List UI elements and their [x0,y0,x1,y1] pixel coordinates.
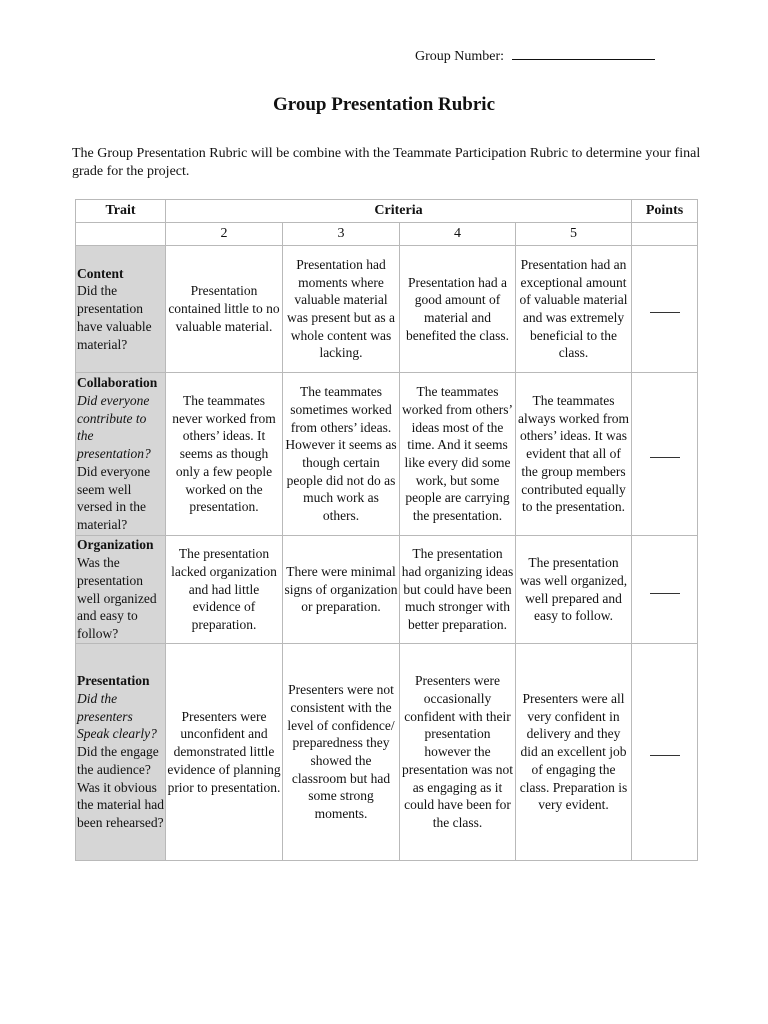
trait-question: Did everyone seem well versed in the material? [77,463,151,532]
trait-question: Was it obvious the material had been rehearsed? [77,779,164,830]
points-blank-line[interactable] [650,593,680,594]
points-cell[interactable] [632,536,698,644]
table-row [76,373,698,536]
page-title: Group Presentation Rubric [272,94,496,115]
group-number-field [415,46,655,65]
group-number-blank-line[interactable] [512,46,655,60]
criteria-cell: The teammates always worked from others’ ideas. It was evident that all of the group members contributed equally to the presentation. [516,373,632,536]
score-5: 5 [516,223,632,246]
trait-cell-organization [76,536,166,644]
trait-title: Content [77,265,124,281]
criteria-cell: Presentation had a good amount of material and benefited the class. [400,246,516,373]
trait-title: Presentation [77,673,150,689]
criteria-cell: The teammates sometimes worked from others’ ideas. However it seems as though certain people did not do as much work as others. [283,373,400,536]
group-number-label: Group Number: [415,49,505,64]
criteria-cell: Presenters were unconfident and demonstrated little evidence of planning prior to presentation. [166,644,283,861]
trait-cell-content [76,246,166,373]
score-points-empty-cell [632,223,698,246]
header-criteria: Criteria [166,200,632,223]
score-4: 4 [400,223,516,246]
criteria-cell: Presenters were not consistent with the level of confidence/ preparedness they showed the classroom but had some strong moments. [283,644,400,861]
points-cell[interactable] [632,644,698,861]
trait-cell-collaboration [76,373,166,536]
points-cell[interactable] [632,373,698,536]
criteria-cell: The teammates worked from others’ ideas most of the time. And it seems like every did some work, but some people are carrying the presentation. [400,373,516,536]
criteria-cell: There were minimal signs of organization or preparation. [283,536,400,644]
trait-question-italic: Did everyone contribute to the presentation? [77,393,151,462]
criteria-cell: Presentation had moments where valuable material was present but as a whole content was lacking. [283,246,400,373]
table-row [76,246,698,373]
criteria-cell: The presentation lacked organization and had little evidence of preparation. [166,536,283,644]
criteria-cell: The presentation had organizing ideas but could have been much stronger with better preparation. [400,536,516,644]
table-header-row [76,200,698,223]
trait-question: Was the presentation well organized and easy to follow? [77,555,157,641]
criteria-cell: Presenters were all very confident in delivery and they did an excellent job of engaging the class. Preparation is very evident. [516,644,632,861]
table-row [76,536,698,644]
score-empty-cell [76,223,166,246]
trait-question-italic: Did the presenters Speak clearly? [77,691,157,742]
intro-paragraph: The Group Presentation Rubric will be combine with the Teammate Participation Rubric to determine your final grade for the project. [72,146,701,179]
header-points: Points [632,200,698,223]
points-cell[interactable] [632,246,698,373]
criteria-cell: The teammates never worked from others’ ideas. It seems as though only a few people worked on the presentation. [166,373,283,536]
rubric-table [75,199,698,861]
points-blank-line[interactable] [650,457,680,458]
header-trait: Trait [76,200,166,223]
trait-question: Did the engage the audience? [77,744,159,777]
points-blank-line[interactable] [650,755,680,756]
criteria-cell: Presenters were occasionally confident with their presentation however the presentation was not as engaging as it could have been for the class. [400,644,516,861]
score-2: 2 [166,223,283,246]
trait-question: Did the presentation have valuable material? [77,283,152,352]
score-row [76,223,698,246]
criteria-cell: Presentation had an exceptional amount of valuable material and was extremely beneficial to the class. [516,246,632,373]
trait-cell-presentation [76,644,166,861]
points-blank-line[interactable] [650,312,680,313]
score-3: 3 [283,223,400,246]
criteria-cell: Presentation contained little to no valuable material. [166,246,283,373]
table-row [76,644,698,861]
trait-title: Organization [77,537,154,553]
criteria-cell: The presentation was well organized, well prepared and easy to follow. [516,536,632,644]
trait-title: Collaboration [77,375,158,391]
